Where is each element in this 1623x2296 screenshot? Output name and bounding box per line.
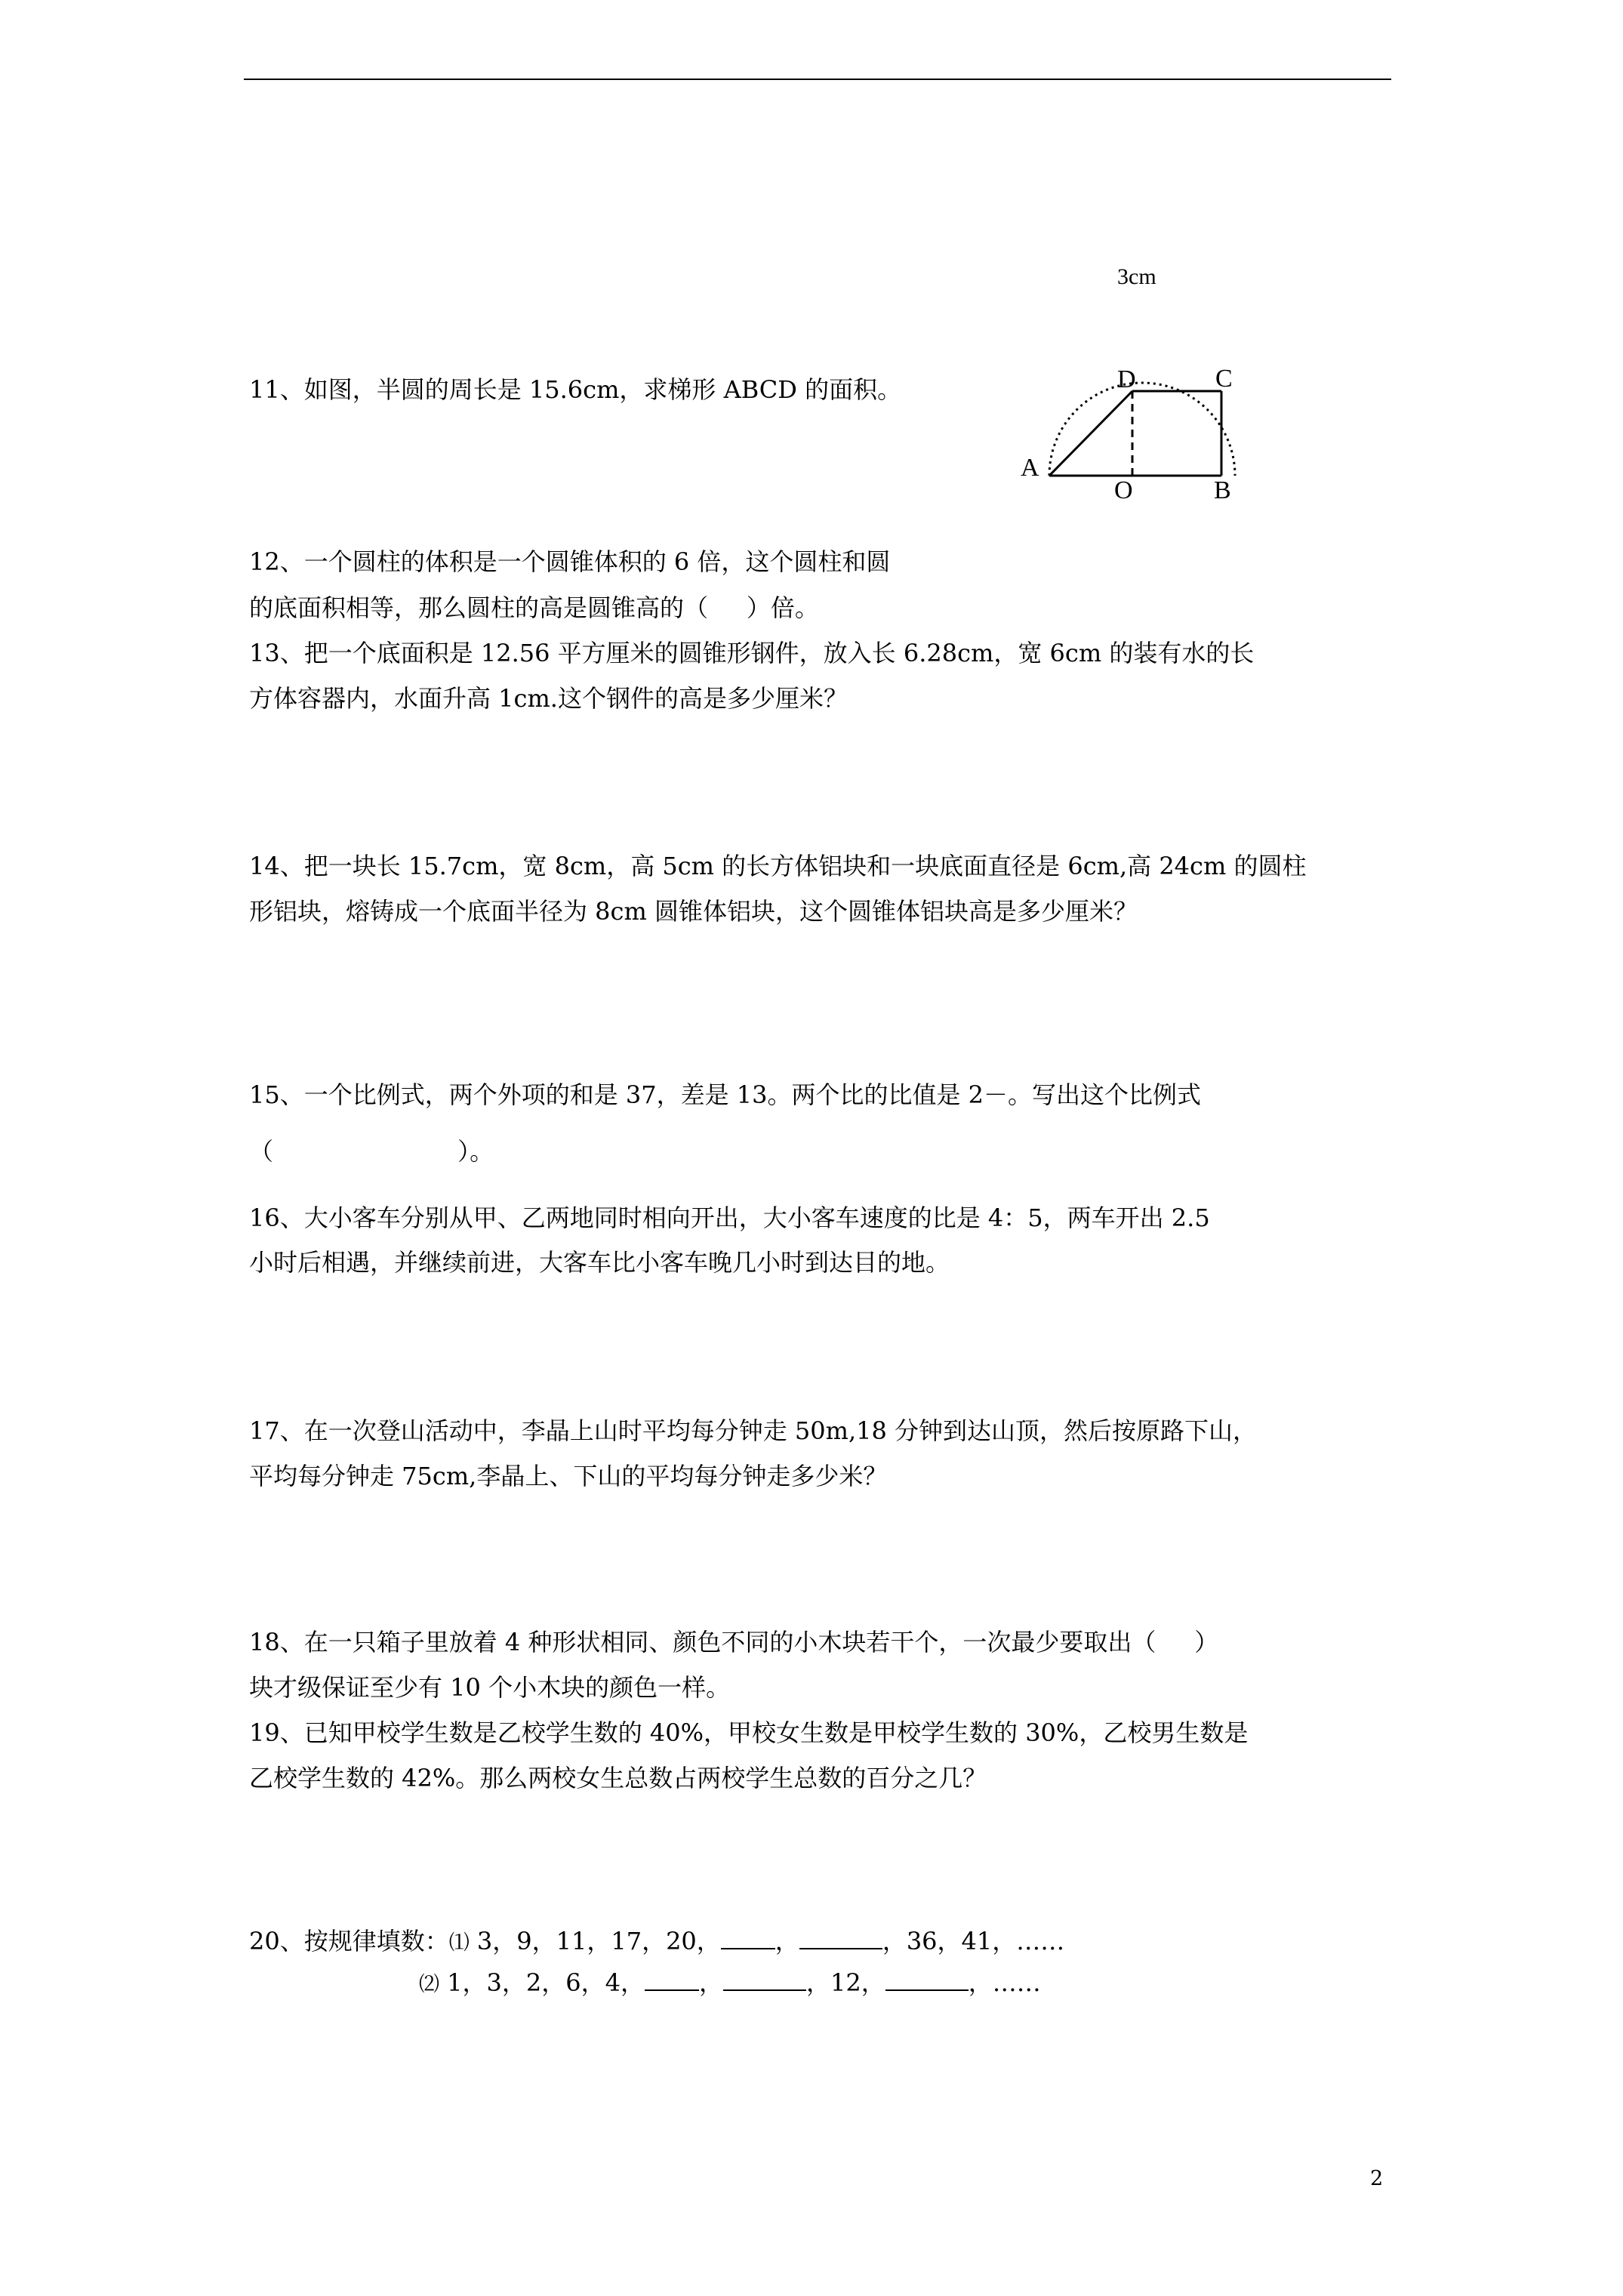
question-20-part1 [249, 1925, 1064, 1959]
question-13-line2: 方体容器内，水面升高 1cm.这个钢件的高是多少厘米？ [249, 684, 848, 713]
question-12-line2: 的底面积相等，那么圆柱的高是圆锥高的（ ）倍。 [249, 593, 819, 622]
question-15-line2: （ ）。 [249, 1137, 494, 1166]
question-13-line1: 13、把一个底面积是 12.56 平方厘米的圆锥形钢件，放入长 6.28cm，宽 6cm 的装有水的长 [249, 639, 1255, 667]
part2-sequence-end: ，…… [968, 1968, 1041, 1997]
part2-label: ⑵ [419, 1973, 439, 1996]
part1-sequence-end: ，36，41，…… [882, 1927, 1065, 1955]
part1-blank-1[interactable] [721, 1925, 775, 1949]
question-11: 11、如图，半圆的周长是 15.6cm，求梯形 ABCD 的面积。 [249, 375, 902, 404]
part1-sequence-start: 3，9，11，17，20， [469, 1927, 721, 1955]
question-16-line1: 16、大小客车分别从甲、乙两地同时相向开出，大小客车速度的比是 4：5，两车开出 2.5 [249, 1203, 1210, 1232]
trapezoid-semicircle-figure [1004, 362, 1276, 513]
question-18-line2: 块才级保证至少有 10 个小木块的颜色一样。 [249, 1673, 731, 1702]
question-19-line2: 乙校学生数的 42%。那么两校女生总数占两校学生总数的百分之几？ [249, 1764, 987, 1792]
question-12-line1: 12、一个圆柱的体积是一个圆锥体积的 6 倍，这个圆柱和圆 [249, 547, 891, 576]
part2-sequence-mid: ，12， [806, 1968, 885, 1997]
point-label-O: O [1114, 476, 1133, 504]
question-14-line2: 形铝块，熔铸成一个底面半径为 8cm 圆锥体铝块，这个圆锥体铝块高是多少厘米？ [249, 897, 1138, 926]
question-17-line2: 平均每分钟走 75cm,李晶上、下山的平均每分钟走多少米？ [249, 1462, 888, 1490]
question-16-line2: 小时后相遇，并继续前进，大客车比小客车晚几小时到达目的地。 [249, 1248, 950, 1277]
part2-blank-2[interactable] [723, 1967, 806, 1991]
question-19-line1: 19、已知甲校学生数是乙校学生数的 40%，甲校女生数是甲校学生数的 30%，乙校男生数是 [249, 1718, 1249, 1747]
header-rule [244, 79, 1391, 80]
part1-label: ⑴ [448, 1931, 470, 1955]
question-20-prefix: 20、按规律填数： [249, 1927, 449, 1955]
point-label-B: B [1214, 476, 1231, 504]
point-label-A: A [1021, 454, 1039, 482]
part2-sequence-start: 1，3，2，6，4， [439, 1968, 645, 1997]
part2-blank-1[interactable] [645, 1967, 699, 1991]
part1-blank-2[interactable] [799, 1925, 882, 1949]
part1-separator: ， [775, 1927, 799, 1955]
point-label-D: D [1117, 365, 1136, 393]
question-17-line1: 17、在一次登山活动中，李晶上山时平均每分钟走 50m,18 分钟到达山顶，然后按原路下山， [249, 1416, 1258, 1445]
question-14-line1: 14、把一块长 15.7cm，宽 8cm，高 5cm 的长方体铝块和一块底面直径是 6cm,高 24cm 的圆柱 [249, 852, 1307, 880]
page-number: 2 [1370, 2167, 1384, 2190]
semicircle-arc [1049, 383, 1235, 476]
question-15-line1: 15、一个比例式，两个外项的和是 37，差是 13。两个比的比值是 2－。写出这个比例式 [249, 1080, 1202, 1109]
question-20-part2 [419, 1967, 1041, 2000]
part2-blank-3[interactable] [885, 1967, 969, 1991]
segment-AD [1049, 391, 1132, 476]
point-label-C: C [1215, 365, 1233, 393]
part2-separator: ， [698, 1968, 723, 1997]
figure-dimension-label: 3cm [1117, 264, 1156, 289]
question-18-line1: 18、在一只箱子里放着 4 种形状相同、颜色不同的小木块若干个，一次最少要取出（ ） [249, 1628, 1219, 1657]
